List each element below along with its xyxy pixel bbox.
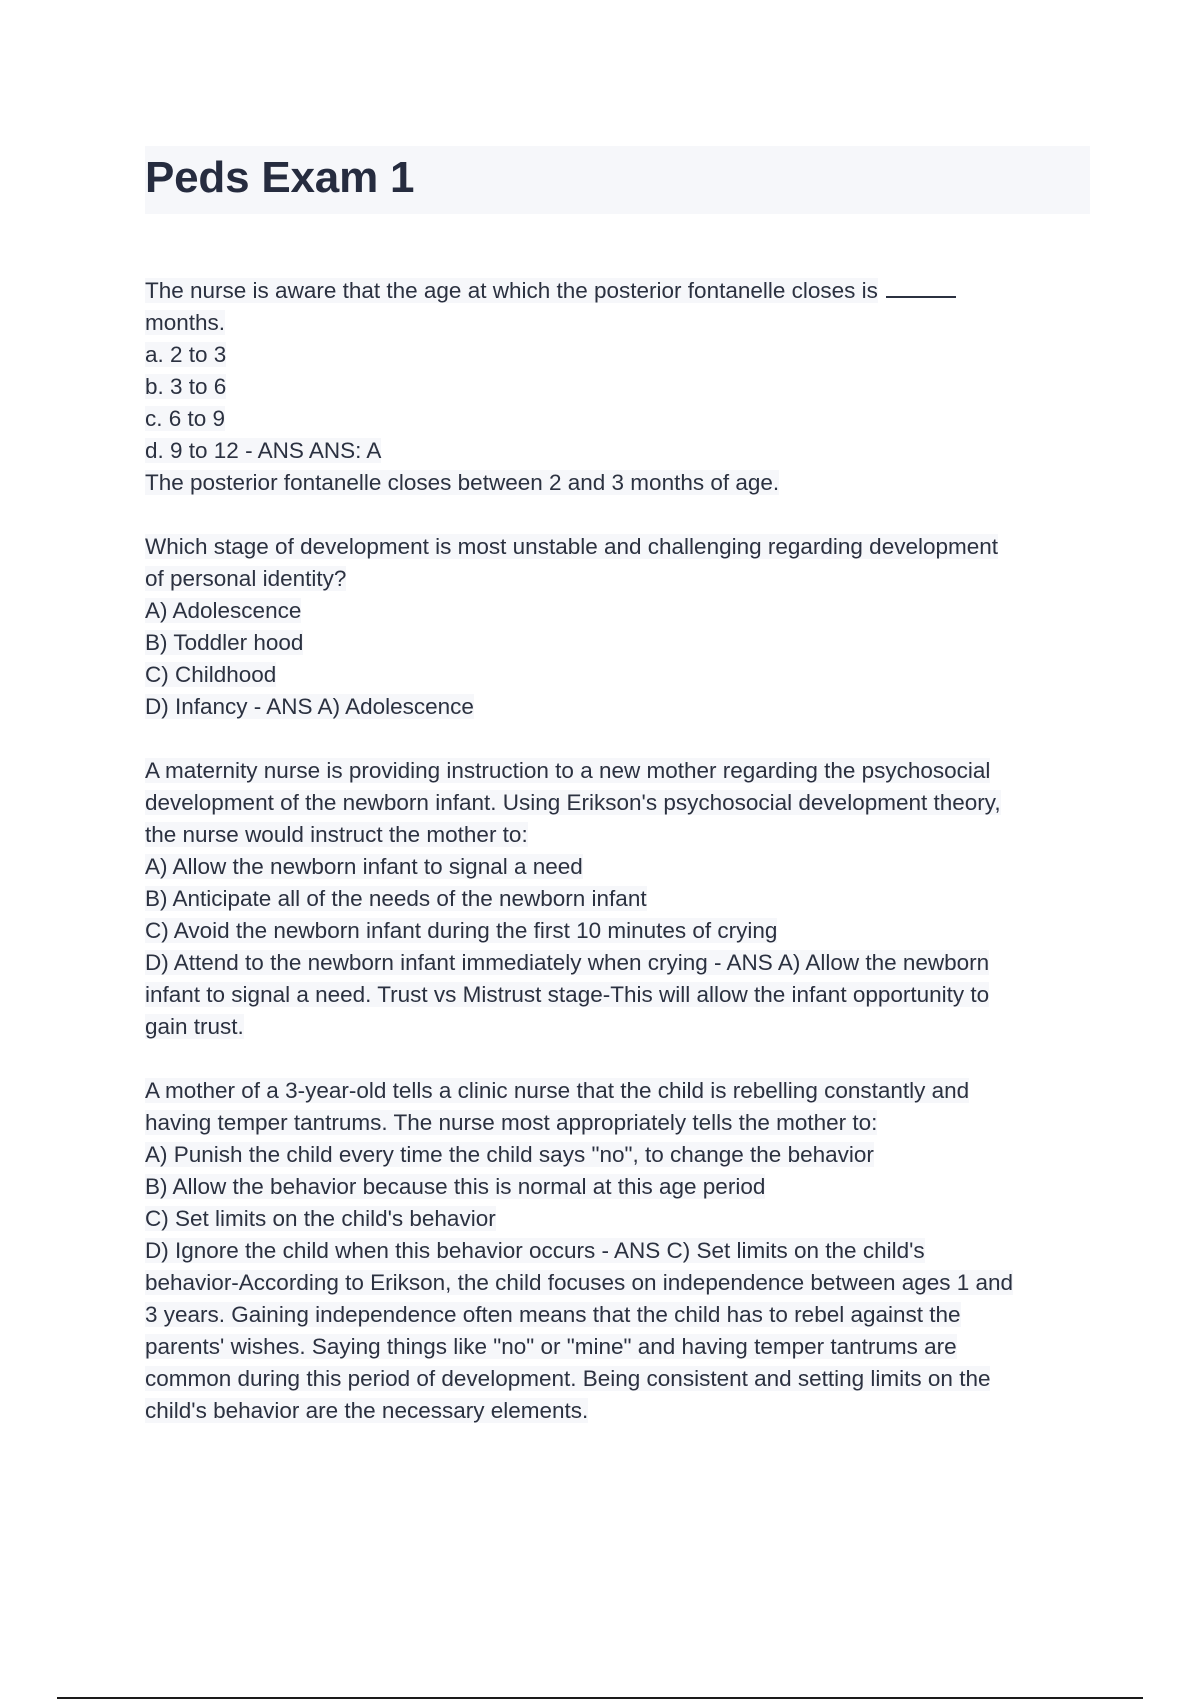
option-line — [145, 435, 1090, 467]
question-text: A mother of a 3-year-old tells a clinic nurse that the child is rebelling constantly and — [145, 1078, 970, 1103]
question-line — [145, 563, 1090, 595]
rationale-text: parents' wishes. Saying things like "no" or "mine" and having temper tantrums are — [145, 1334, 957, 1359]
rationale-line — [145, 1011, 1090, 1043]
option-line — [145, 659, 1090, 691]
option-text: C) Avoid the newborn infant during the first 10 minutes of crying — [145, 918, 778, 943]
rationale-line — [145, 467, 1090, 499]
question-text: development of the newborn infant. Using Erikson's psychosocial development theory, — [145, 790, 1001, 815]
page-title: Peds Exam 1 — [145, 153, 415, 202]
answer-blank — [886, 276, 956, 298]
question-block-3 — [145, 755, 1090, 1043]
document-body — [145, 275, 1090, 1459]
question-block-2 — [145, 531, 1090, 723]
question-line — [145, 1075, 1090, 1107]
option-line — [145, 691, 1090, 723]
option-text: D) Attend to the newborn infant immediately when crying - ANS A) Allow the newborn — [145, 950, 990, 975]
question-text: the nurse would instruct the mother to: — [145, 822, 528, 847]
question-text: having temper tantrums. The nurse most appropriately tells the mother to: — [145, 1110, 878, 1135]
question-line — [145, 819, 1090, 851]
option-line — [145, 403, 1090, 435]
option-line — [145, 1203, 1090, 1235]
option-line — [145, 851, 1090, 883]
option-line — [145, 1235, 1090, 1267]
title-block — [145, 146, 1090, 214]
rationale-text: child's behavior are the necessary elements. — [145, 1398, 589, 1423]
question-text: of personal identity? — [145, 566, 347, 591]
option-text: D) Infancy - ANS A) Adolescence — [145, 694, 474, 719]
question-block-4 — [145, 1075, 1090, 1427]
question-line — [145, 531, 1090, 563]
option-text: A) Adolescence — [145, 598, 302, 623]
option-line — [145, 915, 1090, 947]
rationale-text: The posterior fontanelle closes between 2 and 3 months of age. — [145, 470, 780, 495]
option-line — [145, 947, 1090, 979]
option-text: B) Allow the behavior because this is normal at this age period — [145, 1174, 766, 1199]
option-text: B) Toddler hood — [145, 630, 304, 655]
rationale-text: gain trust. — [145, 1014, 244, 1039]
question-line — [145, 787, 1090, 819]
question-text: A maternity nurse is providing instruction to a new mother regarding the psychosocial — [145, 758, 991, 783]
option-text: D) Ignore the child when this behavior occurs - ANS C) Set limits on the child's — [145, 1238, 925, 1263]
option-line — [145, 1139, 1090, 1171]
option-text: b. 3 to 6 — [145, 374, 227, 399]
question-text: months. — [145, 310, 226, 335]
question-line — [145, 275, 1090, 307]
question-text: Which stage of development is most unstable and challenging regarding development — [145, 534, 999, 559]
option-text: C) Childhood — [145, 662, 277, 687]
rationale-line — [145, 1267, 1090, 1299]
option-text: c. 6 to 9 — [145, 406, 226, 431]
rationale-text: common during this period of development. Being consistent and setting limits on the — [145, 1366, 991, 1391]
option-text: d. 9 to 12 - ANS ANS: A — [145, 438, 382, 463]
option-line — [145, 371, 1090, 403]
rationale-line — [145, 979, 1090, 1011]
option-text: A) Punish the child every time the child says "no", to change the behavior — [145, 1142, 874, 1167]
question-line — [145, 307, 1090, 339]
option-line — [145, 627, 1090, 659]
question-line — [145, 1107, 1090, 1139]
option-line — [145, 1171, 1090, 1203]
option-text: C) Set limits on the child's behavior — [145, 1206, 496, 1231]
rationale-line — [145, 1331, 1090, 1363]
rationale-text: 3 years. Gaining independence often means that the child has to rebel against the — [145, 1302, 961, 1327]
option-text: A) Allow the newborn infant to signal a need — [145, 854, 583, 879]
option-line — [145, 339, 1090, 371]
rationale-line — [145, 1395, 1090, 1427]
question-line — [145, 755, 1090, 787]
question-block-1 — [145, 275, 1090, 499]
rationale-text: infant to signal a need. Trust vs Mistrust stage-This will allow the infant opportunity to — [145, 982, 990, 1007]
option-text: a. 2 to 3 — [145, 342, 227, 367]
rationale-line — [145, 1299, 1090, 1331]
rationale-text: behavior-According to Erikson, the child focuses on independence between ages 1 and — [145, 1270, 1014, 1295]
option-text: B) Anticipate all of the needs of the newborn infant — [145, 886, 647, 911]
footer-divider — [57, 1697, 1143, 1699]
option-line — [145, 595, 1090, 627]
question-text: The nurse is aware that the age at which the posterior fontanelle closes is — [145, 278, 878, 303]
rationale-line — [145, 1363, 1090, 1395]
option-line — [145, 883, 1090, 915]
